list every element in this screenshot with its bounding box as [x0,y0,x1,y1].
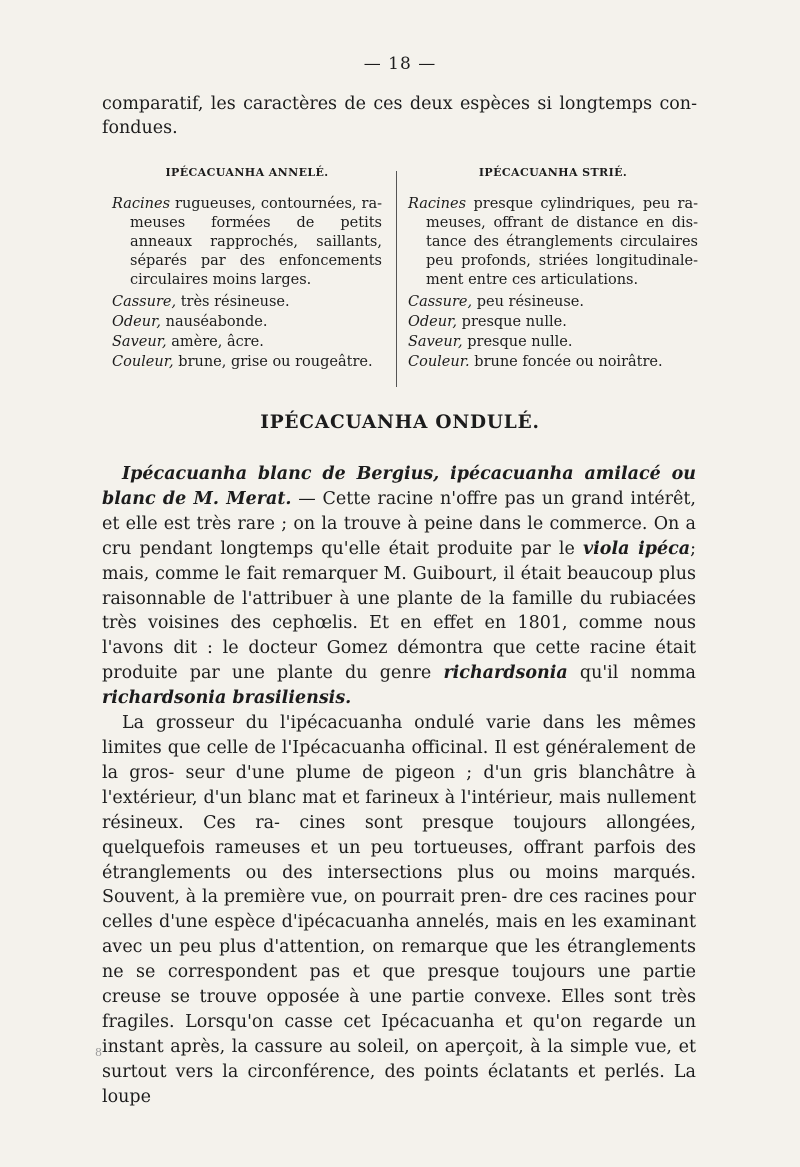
term-couleur: Couleur, [112,354,174,370]
term-saveur: Saveur, [408,334,463,350]
entry-couleur-strie [408,353,698,372]
entry-saveur-annele [112,333,382,352]
desc-racines: presque cylindriques, peu ra- meuses, offrant de distance en dis- tance des étranglements circulaires peu profonds, striées longitudinale- ment entre ces articulations. [426,196,698,288]
column-divider [396,171,397,387]
paragraph-1-term-species: richardsonia brasiliensis. [102,688,352,709]
entry-cassure-strie [408,293,698,312]
section-title: IPÉCACUANHA ONDULÉ. [260,412,540,433]
paragraph-1-lead: Ipécacuanha blanc de Bergius, ipécacuanha amilacé ou blanc de M. Merat. [102,464,696,509]
comparison-columns [112,163,698,385]
paragraph-1-term-viola: viola ipéca [582,538,691,559]
entry-racines-strie [408,195,698,290]
desc-saveur: presque nulle. [467,334,573,350]
desc-odeur: nauséabonde. [165,314,268,330]
desc-odeur: presque nulle. [461,314,567,330]
column-strie [408,163,698,372]
desc-couleur: brune foncée ou noirâtre. [474,354,663,370]
desc-racines: rugueuses, contournées, ra- meuses formées de petits anneaux rapprochés, saillants, séparés par des enfoncements circulaires moins larges. [130,196,382,288]
term-odeur: Odeur, [408,314,458,330]
entry-odeur-strie [408,313,698,332]
page-mark: 8 [95,1046,102,1059]
paragraph-1-text-b: ; mais, comme le fait remarquer M. Guibourt, il était beaucoup plus raisonnable de l'attribuer à une plante de la famille du rubiacées très voisines des cephœlis. Et en effet en 1801, comme nous l'avons dit : le docteur Gomez démontra que cette racine était produite par une plante du genre [102,538,696,684]
desc-cassure: peu résineuse. [476,294,584,310]
desc-saveur: amère, âcre. [171,334,264,350]
term-racines: Racines [112,196,171,212]
body-text [102,462,696,1110]
paragraph-1-text-c: qu'il nomma [567,663,696,684]
page-number: — 18 — [363,54,437,74]
desc-cassure: très résineuse. [180,294,290,310]
term-saveur: Saveur, [112,334,167,350]
intro-line-2: fondues. [102,118,178,138]
entry-saveur-strie [408,333,698,352]
intro-line-1: comparatif, les caractères de ces deux espèces si longtemps con- [102,94,697,114]
term-cassure: Cassure, [408,294,473,310]
term-couleur: Couleur. [408,354,470,370]
term-racines: Racines [408,196,467,212]
paragraph-1 [102,462,696,711]
entry-couleur-annele [112,353,382,372]
entry-cassure-annele [112,293,382,312]
column-heading-annele: IPÉCACUANHA ANNELÉ. [165,166,329,179]
term-odeur: Odeur, [112,314,162,330]
paragraph-1-text-a: — Cette racine n'offre pas un grand intérêt, et elle est très rare ; on la trouve à peine dans le commerce. On a cru pendant longtemps qu'elle était produite par le [102,488,696,559]
entry-odeur-annele [112,313,382,332]
term-cassure: Cassure, [112,294,177,310]
intro-paragraph [102,92,697,140]
desc-couleur: brune, grise ou rougeâtre. [178,354,373,370]
entry-racines-annele [112,195,382,290]
column-annele [112,163,382,372]
paragraph-1-term-genre: richardsonia [443,663,568,684]
paragraph-2: La grosseur du l'ipécacuanha ondulé varie dans les mêmes limites que celle de l'Ipécacuanha officinal. Il est généralement de la gros- seur d'une plume de pigeon ; d'un gris blanchâtre à l'extérieur, d'un blanc mat et farineux à l'intérieur, mais nullement résineux. Ces ra- cines sont presque toujours allongées, quelquefois rameuses et un peu tortueuses, offrant parfois des étranglements ou des intersections plus ou moins marqués. Souvent, à la première vue, on pourrait pren- dre ces racines pour celles d'une espèce d'ipécacuanha annelés, mais en les examinant avec un peu plus d'attention, on remarque que les étranglements ne se correspondent pas et que presque toujours une partie creuse se trouve opposée à une partie convexe. Elles sont très fragiles. Lorsqu'on casse cet Ipécacuanha et qu'on regarde un instant après, la cassure au soleil, on aperçoit, à la simple vue, et surtout vers la circonférence, des points éclatants et perlés. La loupe [102,713,696,1107]
column-heading-strie: IPÉCACUANHA STRIÉ. [478,166,628,179]
